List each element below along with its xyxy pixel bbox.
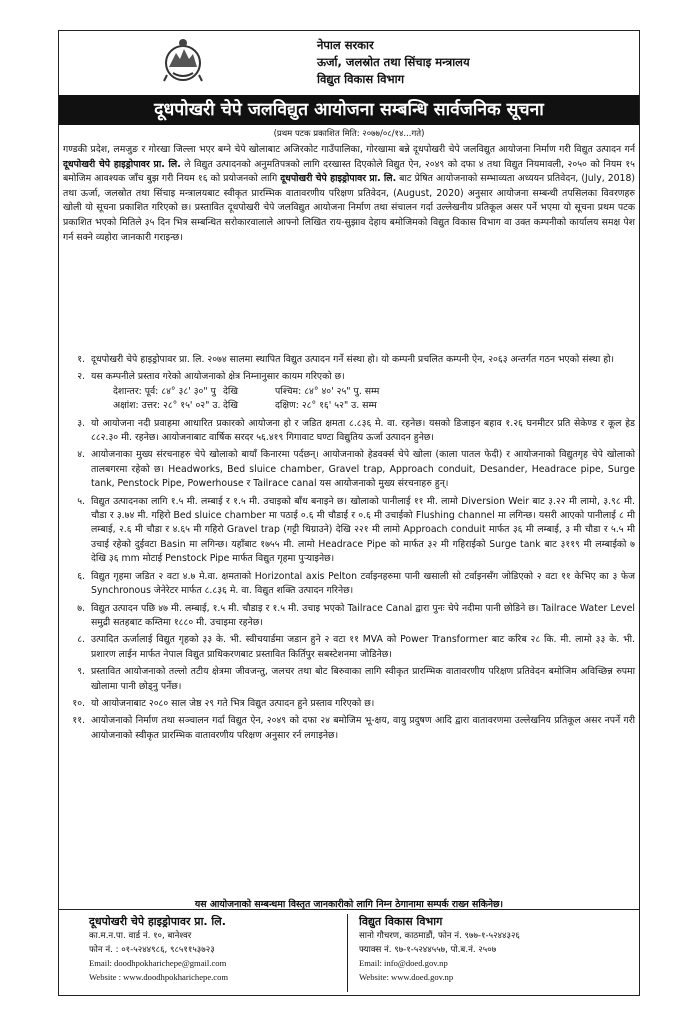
contact-footer: [59, 909, 639, 996]
latitude-from: अक्षांश: उत्तर: २८° १५' ०२" उ.: [113, 400, 221, 412]
department-contact: [359, 914, 619, 984]
item-number: ४.: [77, 449, 85, 461]
details-list: [63, 353, 635, 746]
item-text: विद्युत उत्पादनका लागि १.५ मी. लम्बाई र १.५ मी. उचाइको बाँध बनाइने छ। खोलाको पानीलाई ११ मी. लामो Diversion Weir बाट ३.२२ मी लामो, ३.९८ मी. चौडा र ३.७४ मी. गहिरो Bed sluice chamber मा पठाई ०.६ मी चौडाई र ०.६ मी उचाईको Flushing channel मा लगिन्छ। यसरी आएको पानीलाई ८ मी लम्बाई, २.६ मी चौडा र ४.६५ मी गहिरो Gravel trap (गट्टी थिग्राउने) देखि २२१ मी लामो Approach conduit मार्फत ३६ मी लम्बाई, ३ मी चौडा र ५.५ मी उचाई रहेको दुईवटा Basin मा लगिन्छ। यहाँबाट १७५५ मी. लामो Headrace Pipe को मार्फत ३२ मी गहिराईको Surge tank बाट ३११९ मी लम्बाईको ७ देखि ३६ mm मोटाई Penstock Pipe मार्फत विद्युत गृहमा पुऱ्याइनेछ।: [91, 495, 635, 565]
item-text: उत्पादित ऊर्जालाई विद्युत गृहको ३३ के. भी. स्वीचयार्डमा जडान हुने २ वटा ११ MVA को Power Transformer बाट करिब २८ कि. मी. लामो ३३ के. भी. प्रशारण लाईन मार्फत नेपाल विद्युत प्राधिकरणबाट प्रस्तावित किर्तिपुर सबस्टेशनमा जोडिनेछ।: [91, 634, 635, 660]
company-phone: फोन नं. : ०१-५२४४९८६, ९८५११५३७२३: [89, 944, 215, 955]
notice-page: [58, 30, 640, 996]
department-address: सानो गौचरण, काठमाडौं, फोन नं. ९७७-१-५२४४३२६: [359, 931, 520, 941]
department-email: Email: info@doed.gov.np: [359, 958, 448, 968]
department-contact-title: विद्युत विकास विभाग: [359, 915, 443, 928]
company-website: Website : www.doodhpokharichepe.com: [89, 971, 229, 982]
item-text: यस कम्पनीले प्रस्ताव गरेको आयोजनाको क्षेत्र निम्नानुसार कायम गरिएको छ।: [91, 371, 345, 383]
header-text: [317, 37, 637, 88]
department-website: Website: www.doed.gov.np: [359, 971, 454, 982]
list-item: [63, 370, 635, 384]
company-contact-title: दूधपोखरी चेपे हाइड्रोपावर प्रा. लि.: [89, 915, 226, 928]
longitude-from: देशान्तर: पूर्व: ८४° ३८' ३०" पु: [113, 385, 216, 397]
list-item: [63, 633, 635, 662]
item-number: ८.: [77, 634, 85, 646]
longitude-to: पश्चिम: ८४° ४०' २५" पु. सम्म: [275, 385, 380, 397]
company-name-bold: दूधपोखरी चेपे हाइड्रोपावर प्रा. लि.: [63, 158, 181, 170]
item-number: ६.: [77, 570, 85, 582]
coordinates-table: [113, 385, 635, 414]
publish-date: (प्रथम पटक प्रकाशित मिति: २०७७/०८/१४...गते): [273, 129, 425, 139]
list-item: [63, 417, 635, 446]
item-text: आयोजनाका मुख्य संरचनाहरु चेपे खोलाको बायाँ किनारमा पर्दछन्। आयोजनाको हेडवर्क्स चेपे खोला (काला पातल फेदी) र आयोजनाको विद्युतगृह चेपे खोलाको तालबगरमा रहेको छ। Headworks, Bed sluice chamber, Gravel trap, Approach conduit, Desander, Headrace pipe, Surge tank, Penstock Pipe, Powerhouse र Tailrace canal यस आयोजनाको मुख्य संरचनाहरु हुन्।: [91, 449, 636, 490]
intro-part-2: ले विद्युत उत्पादनको अनुमतिपत्रको लागि दरखास्त दिएकोले विद्युत ऐन, २०४९ को दफा ४ तथा विद्युत नियमावली, २०५० को नियम १५ बमोजिम आवश्यक जाँच बुझ गरी नियम १६ को प्रयोजनको लागि: [63, 158, 635, 185]
company-name-bold-2: दूधपोखरी चेपे हाइड्रोपावर प्रा. लि.: [280, 173, 397, 185]
list-item: [63, 495, 635, 567]
department-fax: फ्याक्स नं. ९७-१-५२४४५५७, पो.ब.नं. २५०७: [359, 944, 497, 955]
intro-part-3: बाट प्रेषित आयोजनाको सम्भाव्यता अध्ययन प्रतिवेदन, (July, 2018) तथा ऊर्जा, जलस्रोत तथा सिंचाइ मन्त्रालयबाट स्वीकृत प्रारम्भिक वातावरणीय परिक्षण प्रतिवेदन, (August, 2020) अनुसार आयोजना सम्बन्धी तपसिलका विवरणहरु खोली यो सूचना प्रकाशित गरिएको छ। प्रस्तावित दूधपोखरी चेपे जलविद्युत आयोजना निर्माण तथा संचालन गर्दा उल्लेखनीय प्रतिकूल असर पर्ने भएमा यो सूचना प्रथम पटक प्रकाशित भएको मितिले ३५ दिन भित्र सम्बन्धित सरोकारवालाले आफ्नो लिखित राय-सुझाव देहाय बमोजिमको विद्युत विकास विभाग वा उक्त कम्पनीको कार्यालय समक्ष पेश गर्न सक्ने व्यहोरा जानकारी गराइन्छ।: [63, 173, 635, 243]
item-number: १.: [77, 354, 85, 365]
govt-name: नेपाल सरकार: [317, 38, 374, 52]
coord-separator: देखि: [223, 385, 238, 397]
footer-divider: [347, 914, 348, 992]
item-number: ९.: [77, 666, 85, 678]
header: [59, 31, 639, 93]
intro-paragraph: [63, 143, 635, 245]
department-name: विद्युत विकास विभाग: [317, 72, 405, 86]
list-item: [63, 665, 635, 694]
item-text: प्रस्तावित आयोजनाको तल्लो तटीय क्षेत्रमा जीवजन्तु, जलचर तथा बोट बिरुवाका लागि स्वीकृत प्रारम्भिक वातावरणीय परिक्षण प्रतिवेदन बमोजिम अविच्छिन्न रुपमा खोलामा पानी छोड्नु पर्नेछ।: [91, 666, 635, 692]
item-text: विद्युत उत्पादन पछि ४७ मी. लम्बाई, १.५ मी. चौडाइ र १.५ मी. उचाइ भएको Tailrace Canal द्वारा पुनः चेपे नदीमा पानी छोडिने छ। Tailrace Water Level समुद्री सतहबाट कम्तिमा १८८० मी. उचाइमा रहनेछ।: [91, 602, 635, 628]
item-text: यो आयोजना नदी प्रवाहमा आधारित प्रकारको आयोजना हो र जडित क्षमता ८.८३६ मे. वा. रहनेछ। यसको डिजाइन बहाव १.२६ घनमीटर प्रति सेकेण्ड र कूल हेड ८८२.३० मी. रहनेछ। आयोजनाबाट वार्षिक सरदर ५६.४१९ गिगावाट घण्टा विद्युतिय ऊर्जा उत्पादन हुनेछ।: [91, 417, 635, 444]
item-number: ७.: [77, 602, 85, 614]
item-text: यो आयोजनाबाट २०८० साल जेष्ठ २९ गते भित्र विद्युत उत्पादन हुने प्रस्ताव गरिएको छ।: [91, 697, 375, 709]
list-item: [63, 448, 635, 491]
list-item: [63, 714, 635, 743]
contact-call-to-action: यस आयोजनाको सम्बन्धमा विस्तृत जानकारीको लागि निम्न ठेगानामा सम्पर्क राख्न सकिनेछ।: [194, 899, 504, 910]
ministry-name: ऊर्जा, जलस्रोत तथा सिंचाइ मन्त्रालय: [317, 55, 470, 69]
item-text: विद्युत गृहमा जडित २ वटा ४.७ मे.वा. क्षमताको Horizontal axis Pelton टर्वाइनहरुमा पानी खसाली सो टर्वाइनसँग जोडिएको २ वटा ११ केभिए का ३ फेज Synchronous जेनेरेटर मार्फत ८.८३६ मे. वा. विद्युत शक्ति उत्पादन गरिनेछ।: [91, 570, 635, 597]
latitude-to: दक्षिण: २८° १६' ५२" उ. सम्म: [275, 400, 377, 412]
list-item: [63, 602, 635, 631]
list-item: [63, 697, 635, 711]
item-number: ३.: [77, 417, 85, 429]
coord-separator: देखि: [223, 400, 238, 412]
item-number: ११.: [72, 715, 85, 727]
intro-part-1: गण्डकी प्रदेश, लमजुङ र गोरखा जिल्ला भएर बग्ने चेपे खोलाबाट अजिरकोट गाउँपालिका, गोरखामा बन्ने दूधपोखरी चेपे जलविद्युत आयोजना निर्माण गरी विद्युत उत्पादन गर्न: [63, 144, 635, 155]
item-text: दूधपोखरी चेपे हाइड्रोपावर प्रा. लि. २०७४ सालमा स्थापित विद्युत उत्पादन गर्ने संस्था हो। यो कम्पनी प्रचलित कम्पनी ऐन, २०६३ अन्तर्गत गठन भएको संस्था हो।: [91, 354, 615, 365]
company-address: का.म.न.पा. वार्ड नं. १०, बानेश्वर: [89, 931, 192, 941]
list-item: [63, 353, 635, 367]
company-email: Email: doodhpokharichepe@gmail.com: [89, 958, 227, 968]
item-text: आयोजनाको निर्माण तथा सञ्चालन गर्दा विद्युत ऐन, २०४९ को दफा २४ बमोजिम भू-क्षय, वायु प्रदुषण आदि द्वारा वातावरणमा उल्लेखनिय प्रतिकूल असर नपर्ने गरी आयोजनाको स्वीकृत प्रारम्भिक वातावरणीय परिक्षण अनुसार रर्न लगाइनेछ।: [91, 715, 635, 741]
list-item: [63, 570, 635, 599]
item-number: २.: [77, 371, 85, 383]
item-number: ५.: [77, 495, 85, 507]
company-contact: [89, 914, 349, 984]
notice-title: दूधपोखरी चेपे जलविद्युत आयोजना सम्बन्धि सार्वजनिक सूचना: [59, 95, 639, 125]
item-number: १०.: [72, 697, 85, 709]
nepal-government-emblem-icon: [163, 37, 203, 83]
